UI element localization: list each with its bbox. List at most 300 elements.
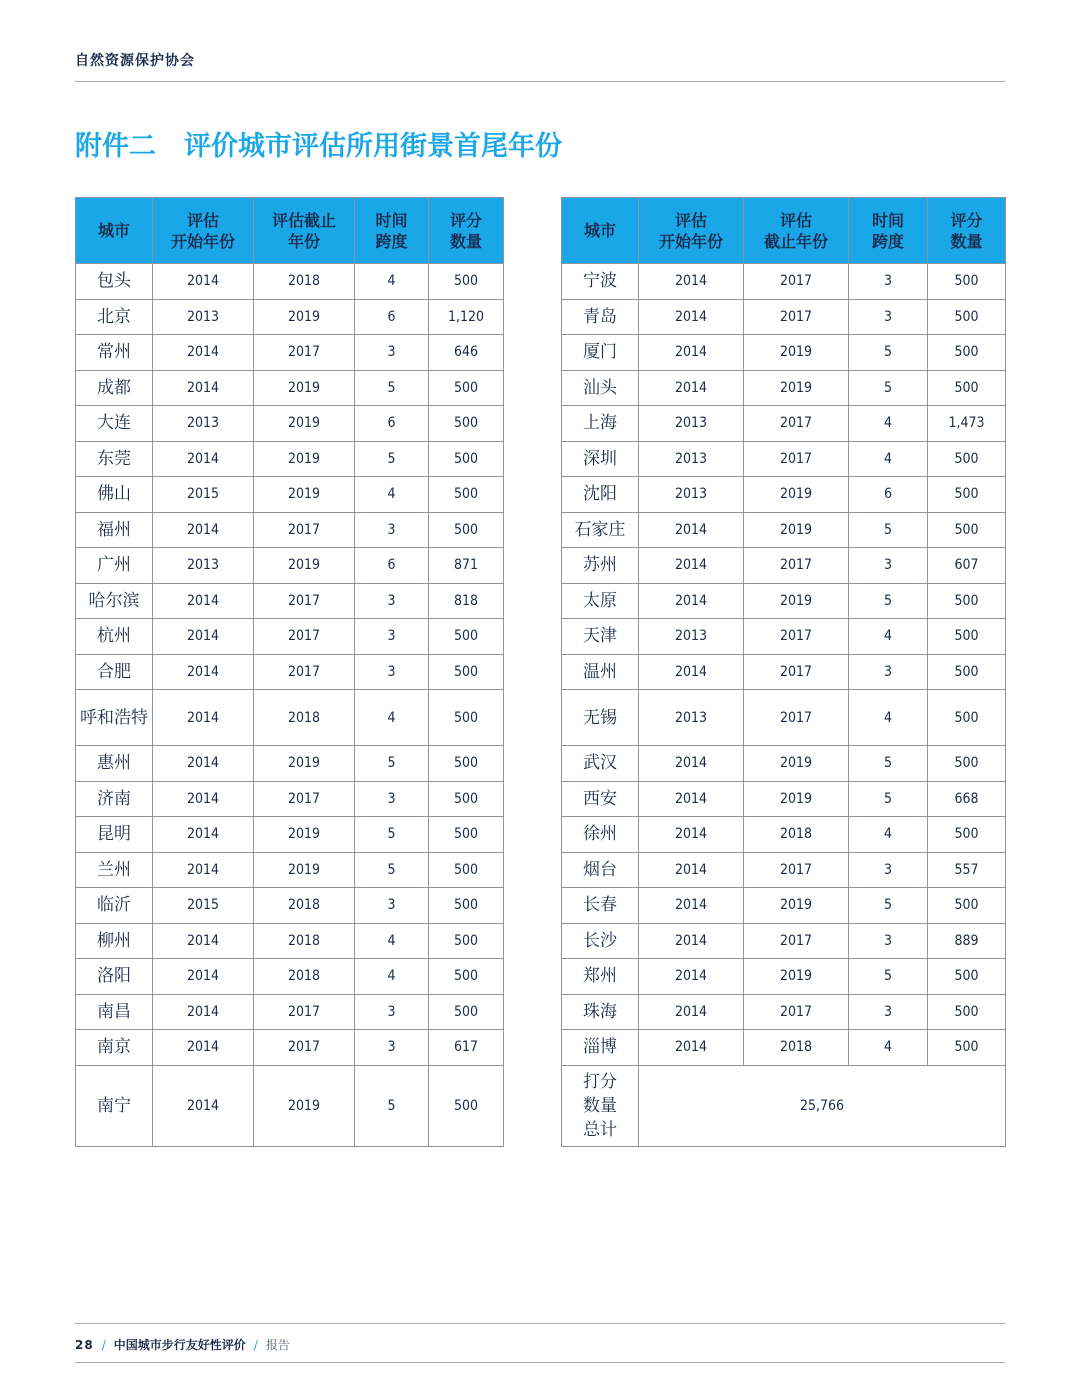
score-count-cell: 500	[429, 370, 504, 406]
table-row	[76, 477, 504, 513]
end-year-cell: 2018	[744, 1030, 849, 1066]
city-cell: 汕头	[562, 370, 639, 406]
city-cell: 惠州	[76, 746, 153, 782]
score-count-cell: 646	[429, 335, 504, 371]
span-cell: 3	[355, 583, 429, 619]
table-row	[76, 1030, 504, 1066]
column-header	[562, 198, 639, 264]
end-year-cell: 2019	[744, 781, 849, 817]
table-row	[76, 512, 504, 548]
span-cell: 5	[355, 746, 429, 782]
start-year-cell: 2014	[639, 335, 744, 371]
start-year-cell: 2014	[153, 264, 254, 300]
city-cell: 徐州	[562, 817, 639, 853]
end-year-cell: 2017	[254, 335, 355, 371]
table-row	[562, 781, 1006, 817]
table-row	[76, 299, 504, 335]
score-count-cell: 500	[429, 994, 504, 1030]
span-cell: 5	[849, 512, 928, 548]
end-year-cell: 2019	[254, 477, 355, 513]
city-cell: 呼和浩特	[76, 690, 153, 746]
column-header-line: 评估截止	[271, 210, 336, 230]
city-cell: 厦门	[562, 335, 639, 371]
end-year-cell: 2018	[254, 690, 355, 746]
footer-divider-top	[75, 1323, 1005, 1324]
score-count-cell: 607	[928, 548, 1006, 584]
span-cell: 5	[849, 335, 928, 371]
start-year-cell: 2014	[639, 817, 744, 853]
table-row	[562, 888, 1006, 924]
span-cell: 4	[849, 406, 928, 442]
start-year-cell: 2014	[153, 583, 254, 619]
span-cell: 5	[355, 817, 429, 853]
score-count-cell: 500	[928, 690, 1006, 746]
span-cell: 6	[355, 548, 429, 584]
span-cell: 5	[849, 888, 928, 924]
start-year-cell: 2014	[153, 852, 254, 888]
span-cell: 6	[849, 477, 928, 513]
start-year-cell: 2014	[639, 852, 744, 888]
column-header-line: 评估	[779, 210, 812, 230]
city-cell: 淄博	[562, 1030, 639, 1066]
score-count-cell: 500	[429, 264, 504, 300]
score-count-cell: 500	[928, 817, 1006, 853]
city-cell: 常州	[76, 335, 153, 371]
city-cell: 长沙	[562, 923, 639, 959]
end-year-cell: 2018	[254, 923, 355, 959]
table-row	[562, 654, 1006, 690]
start-year-cell: 2014	[153, 335, 254, 371]
start-year-cell: 2014	[639, 264, 744, 300]
score-count-cell: 500	[928, 746, 1006, 782]
start-year-cell: 2014	[639, 923, 744, 959]
start-year-cell: 2013	[639, 690, 744, 746]
start-year-cell: 2013	[639, 441, 744, 477]
city-cell: 大连	[76, 406, 153, 442]
city-cell: 洛阳	[76, 959, 153, 995]
table-row	[76, 817, 504, 853]
score-count-cell: 500	[928, 370, 1006, 406]
organization-name: 自然资源保护协会	[75, 53, 195, 69]
start-year-cell: 2014	[639, 959, 744, 995]
span-cell: 3	[355, 512, 429, 548]
span-cell: 4	[849, 690, 928, 746]
city-cell: 烟台	[562, 852, 639, 888]
table-row	[76, 406, 504, 442]
table-row	[562, 370, 1006, 406]
city-cell: 武汉	[562, 746, 639, 782]
start-year-cell: 2014	[153, 370, 254, 406]
city-cell: 天津	[562, 619, 639, 655]
score-count-cell: 500	[928, 994, 1006, 1030]
end-year-cell: 2019	[254, 441, 355, 477]
end-year-cell: 2017	[744, 406, 849, 442]
column-header-line: 年份	[287, 231, 320, 251]
title-annex-label: 附件二	[75, 131, 156, 162]
start-year-cell: 2013	[153, 406, 254, 442]
city-cell: 青岛	[562, 299, 639, 335]
city-cell: 广州	[76, 548, 153, 584]
score-count-cell: 500	[928, 441, 1006, 477]
score-count-cell: 500	[429, 1065, 504, 1146]
end-year-cell: 2019	[254, 817, 355, 853]
score-count-cell: 889	[928, 923, 1006, 959]
start-year-cell: 2014	[153, 781, 254, 817]
end-year-cell: 2017	[744, 264, 849, 300]
end-year-cell: 2017	[254, 583, 355, 619]
table-row	[76, 852, 504, 888]
column-header-line: 评估	[186, 210, 219, 230]
end-year-cell: 2018	[254, 959, 355, 995]
span-cell: 4	[355, 923, 429, 959]
table-row	[562, 746, 1006, 782]
header-divider	[75, 81, 1005, 82]
city-cell: 杭州	[76, 619, 153, 655]
city-cell: 柳州	[76, 923, 153, 959]
city-cell: 福州	[76, 512, 153, 548]
score-count-cell: 500	[928, 959, 1006, 995]
start-year-cell: 2014	[153, 690, 254, 746]
start-year-cell: 2014	[639, 746, 744, 782]
end-year-cell: 2017	[744, 619, 849, 655]
span-cell: 5	[355, 852, 429, 888]
column-header-line: 开始年份	[170, 231, 235, 251]
end-year-cell: 2019	[254, 370, 355, 406]
city-years-table-left	[75, 197, 504, 1147]
table-row	[76, 370, 504, 406]
table-row	[76, 888, 504, 924]
end-year-cell: 2018	[744, 817, 849, 853]
city-cell: 珠海	[562, 994, 639, 1030]
score-count-cell: 500	[429, 746, 504, 782]
total-value-cell: 25,766	[639, 1065, 1006, 1146]
score-count-cell: 818	[429, 583, 504, 619]
end-year-cell: 2017	[744, 923, 849, 959]
start-year-cell: 2014	[639, 548, 744, 584]
table-row	[76, 1065, 504, 1146]
span-cell: 4	[849, 817, 928, 853]
table-row	[562, 335, 1006, 371]
score-count-cell: 557	[928, 852, 1006, 888]
column-header	[429, 198, 504, 264]
city-cell: 宁波	[562, 264, 639, 300]
end-year-cell: 2019	[254, 406, 355, 442]
span-cell: 4	[355, 959, 429, 995]
page-number: 28	[75, 1338, 94, 1352]
column-header-line: 评分	[449, 210, 482, 230]
city-cell: 兰州	[76, 852, 153, 888]
span-cell: 3	[355, 619, 429, 655]
end-year-cell: 2017	[744, 852, 849, 888]
end-year-cell: 2019	[744, 335, 849, 371]
score-count-cell: 871	[429, 548, 504, 584]
column-header	[744, 198, 849, 264]
column-header-line: 开始年份	[658, 231, 723, 251]
city-cell: 西安	[562, 781, 639, 817]
span-cell: 6	[355, 406, 429, 442]
city-cell: 东莞	[76, 441, 153, 477]
span-cell: 3	[355, 888, 429, 924]
end-year-cell: 2017	[254, 781, 355, 817]
start-year-cell: 2013	[153, 548, 254, 584]
end-year-cell: 2017	[254, 512, 355, 548]
start-year-cell: 2014	[153, 1030, 254, 1066]
column-header-line: 数量	[449, 231, 482, 251]
table-row	[76, 583, 504, 619]
span-cell: 4	[849, 441, 928, 477]
end-year-cell: 2017	[744, 548, 849, 584]
start-year-cell: 2014	[153, 1065, 254, 1146]
start-year-cell: 2013	[639, 406, 744, 442]
column-header-line: 跨度	[871, 231, 904, 251]
start-year-cell: 2014	[153, 959, 254, 995]
start-year-cell: 2014	[639, 299, 744, 335]
start-year-cell: 2015	[153, 888, 254, 924]
score-count-cell: 500	[928, 1030, 1006, 1066]
city-cell: 包头	[76, 264, 153, 300]
end-year-cell: 2019	[744, 959, 849, 995]
table-row	[562, 1030, 1006, 1066]
table-row	[562, 299, 1006, 335]
end-year-cell: 2019	[744, 370, 849, 406]
table-row	[76, 959, 504, 995]
score-count-cell: 500	[928, 335, 1006, 371]
score-count-cell: 500	[429, 512, 504, 548]
span-cell: 5	[355, 441, 429, 477]
city-cell: 南昌	[76, 994, 153, 1030]
start-year-cell: 2014	[639, 370, 744, 406]
start-year-cell: 2014	[153, 619, 254, 655]
city-years-table-right	[561, 197, 1006, 1147]
score-count-cell: 500	[928, 583, 1006, 619]
table-row	[562, 852, 1006, 888]
end-year-cell: 2017	[254, 994, 355, 1030]
end-year-cell: 2019	[254, 1065, 355, 1146]
table-row	[76, 619, 504, 655]
score-count-cell: 500	[928, 299, 1006, 335]
table-row	[76, 690, 504, 746]
span-cell: 4	[849, 619, 928, 655]
end-year-cell: 2019	[744, 477, 849, 513]
span-cell: 3	[849, 852, 928, 888]
start-year-cell: 2013	[639, 477, 744, 513]
city-cell: 合肥	[76, 654, 153, 690]
column-header-line: 跨度	[375, 231, 408, 251]
score-count-cell: 668	[928, 781, 1006, 817]
score-count-cell: 500	[928, 477, 1006, 513]
span-cell: 4	[355, 477, 429, 513]
footer-divider-bottom	[75, 1362, 1005, 1363]
table-row	[562, 690, 1006, 746]
table-row	[562, 583, 1006, 619]
score-count-cell: 500	[429, 619, 504, 655]
city-cell: 太原	[562, 583, 639, 619]
table-row	[562, 548, 1006, 584]
table-row	[562, 264, 1006, 300]
start-year-cell: 2014	[639, 781, 744, 817]
city-cell: 无锡	[562, 690, 639, 746]
span-cell: 3	[849, 654, 928, 690]
score-count-cell: 500	[928, 619, 1006, 655]
score-count-cell: 500	[429, 690, 504, 746]
span-cell: 5	[849, 370, 928, 406]
city-cell: 郑州	[562, 959, 639, 995]
span-cell: 3	[355, 335, 429, 371]
table-row	[76, 923, 504, 959]
end-year-cell: 2017	[744, 654, 849, 690]
table-row	[76, 264, 504, 300]
span-cell: 4	[355, 690, 429, 746]
column-header-line: 时间	[375, 210, 408, 230]
column-header	[153, 198, 254, 264]
title-text: 评价城市评估所用街景首尾年份	[184, 131, 562, 162]
end-year-cell: 2019	[744, 512, 849, 548]
table-row	[76, 746, 504, 782]
total-label-cell: 打分数量总计	[562, 1065, 639, 1146]
table-row	[562, 441, 1006, 477]
column-header-line: 评分	[950, 210, 983, 230]
column-header	[355, 198, 429, 264]
span-cell: 3	[849, 994, 928, 1030]
score-count-cell: 500	[429, 817, 504, 853]
city-cell: 苏州	[562, 548, 639, 584]
column-header	[928, 198, 1006, 264]
end-year-cell: 2019	[744, 583, 849, 619]
score-count-cell: 500	[429, 959, 504, 995]
column-header-line: 评估	[674, 210, 707, 230]
score-count-cell: 500	[429, 654, 504, 690]
city-cell: 南京	[76, 1030, 153, 1066]
table-row	[76, 441, 504, 477]
span-cell: 6	[355, 299, 429, 335]
table-row	[562, 406, 1006, 442]
start-year-cell: 2014	[639, 994, 744, 1030]
span-cell: 4	[849, 1030, 928, 1066]
span-cell: 3	[355, 994, 429, 1030]
span-cell: 5	[355, 1065, 429, 1146]
span-cell: 5	[849, 959, 928, 995]
column-header-line: 城市	[97, 221, 130, 240]
end-year-cell: 2017	[744, 994, 849, 1030]
start-year-cell: 2015	[153, 477, 254, 513]
city-cell: 南宁	[76, 1065, 153, 1146]
column-header	[639, 198, 744, 264]
start-year-cell: 2014	[153, 746, 254, 782]
span-cell: 4	[355, 264, 429, 300]
span-cell: 5	[849, 781, 928, 817]
score-count-cell: 500	[429, 888, 504, 924]
column-header	[254, 198, 355, 264]
score-count-cell: 500	[429, 441, 504, 477]
score-count-cell: 500	[928, 654, 1006, 690]
column-header	[849, 198, 928, 264]
city-cell: 长春	[562, 888, 639, 924]
end-year-cell: 2018	[254, 888, 355, 924]
city-cell: 昆明	[76, 817, 153, 853]
span-cell: 5	[849, 746, 928, 782]
score-count-cell: 500	[928, 888, 1006, 924]
score-count-cell: 500	[429, 852, 504, 888]
column-header-line: 截止年份	[763, 231, 828, 251]
column-header	[76, 198, 153, 264]
city-cell: 北京	[76, 299, 153, 335]
end-year-cell: 2019	[254, 746, 355, 782]
end-year-cell: 2018	[254, 264, 355, 300]
start-year-cell: 2014	[153, 654, 254, 690]
score-count-cell: 500	[429, 406, 504, 442]
start-year-cell: 2014	[639, 512, 744, 548]
end-year-cell: 2019	[254, 852, 355, 888]
city-cell: 临沂	[76, 888, 153, 924]
page-title	[75, 124, 562, 163]
end-year-cell: 2017	[254, 654, 355, 690]
score-count-cell: 500	[429, 477, 504, 513]
score-count-cell: 1,473	[928, 406, 1006, 442]
span-cell: 3	[355, 1030, 429, 1066]
column-header-line: 数量	[950, 231, 983, 251]
city-cell: 温州	[562, 654, 639, 690]
city-cell: 上海	[562, 406, 639, 442]
city-cell: 沈阳	[562, 477, 639, 513]
start-year-cell: 2014	[639, 583, 744, 619]
start-year-cell: 2014	[153, 817, 254, 853]
span-cell: 5	[849, 583, 928, 619]
span-cell: 3	[849, 923, 928, 959]
score-count-cell: 617	[429, 1030, 504, 1066]
start-year-cell: 2014	[639, 1030, 744, 1066]
table-row	[562, 817, 1006, 853]
start-year-cell: 2014	[153, 441, 254, 477]
end-year-cell: 2019	[254, 299, 355, 335]
end-year-cell: 2017	[254, 1030, 355, 1066]
table-row	[76, 335, 504, 371]
city-cell: 济南	[76, 781, 153, 817]
end-year-cell: 2017	[254, 619, 355, 655]
column-header-line: 时间	[871, 210, 904, 230]
span-cell: 3	[849, 264, 928, 300]
end-year-cell: 2019	[254, 548, 355, 584]
table-row	[76, 994, 504, 1030]
table-row	[562, 959, 1006, 995]
score-count-cell: 500	[429, 923, 504, 959]
score-count-cell: 500	[928, 512, 1006, 548]
end-year-cell: 2019	[744, 888, 849, 924]
span-cell: 3	[849, 299, 928, 335]
start-year-cell: 2013	[639, 619, 744, 655]
span-cell: 5	[355, 370, 429, 406]
table-row	[76, 548, 504, 584]
start-year-cell: 2014	[639, 888, 744, 924]
start-year-cell: 2014	[153, 512, 254, 548]
table-row	[76, 781, 504, 817]
table-row	[562, 619, 1006, 655]
start-year-cell: 2014	[153, 923, 254, 959]
end-year-cell: 2019	[744, 746, 849, 782]
city-cell: 深圳	[562, 441, 639, 477]
report-kind: 报告	[265, 1338, 290, 1352]
end-year-cell: 2017	[744, 299, 849, 335]
column-header-line: 城市	[583, 221, 616, 240]
total-row	[562, 1065, 1006, 1146]
start-year-cell: 2013	[153, 299, 254, 335]
page-footer: 28 / 中国城市步行友好性评价 / 报告	[75, 1338, 290, 1352]
score-count-cell: 500	[928, 264, 1006, 300]
report-title: 中国城市步行友好性评价	[113, 1338, 246, 1352]
score-count-cell: 500	[429, 781, 504, 817]
city-cell: 佛山	[76, 477, 153, 513]
start-year-cell: 2014	[153, 994, 254, 1030]
table-row	[562, 512, 1006, 548]
